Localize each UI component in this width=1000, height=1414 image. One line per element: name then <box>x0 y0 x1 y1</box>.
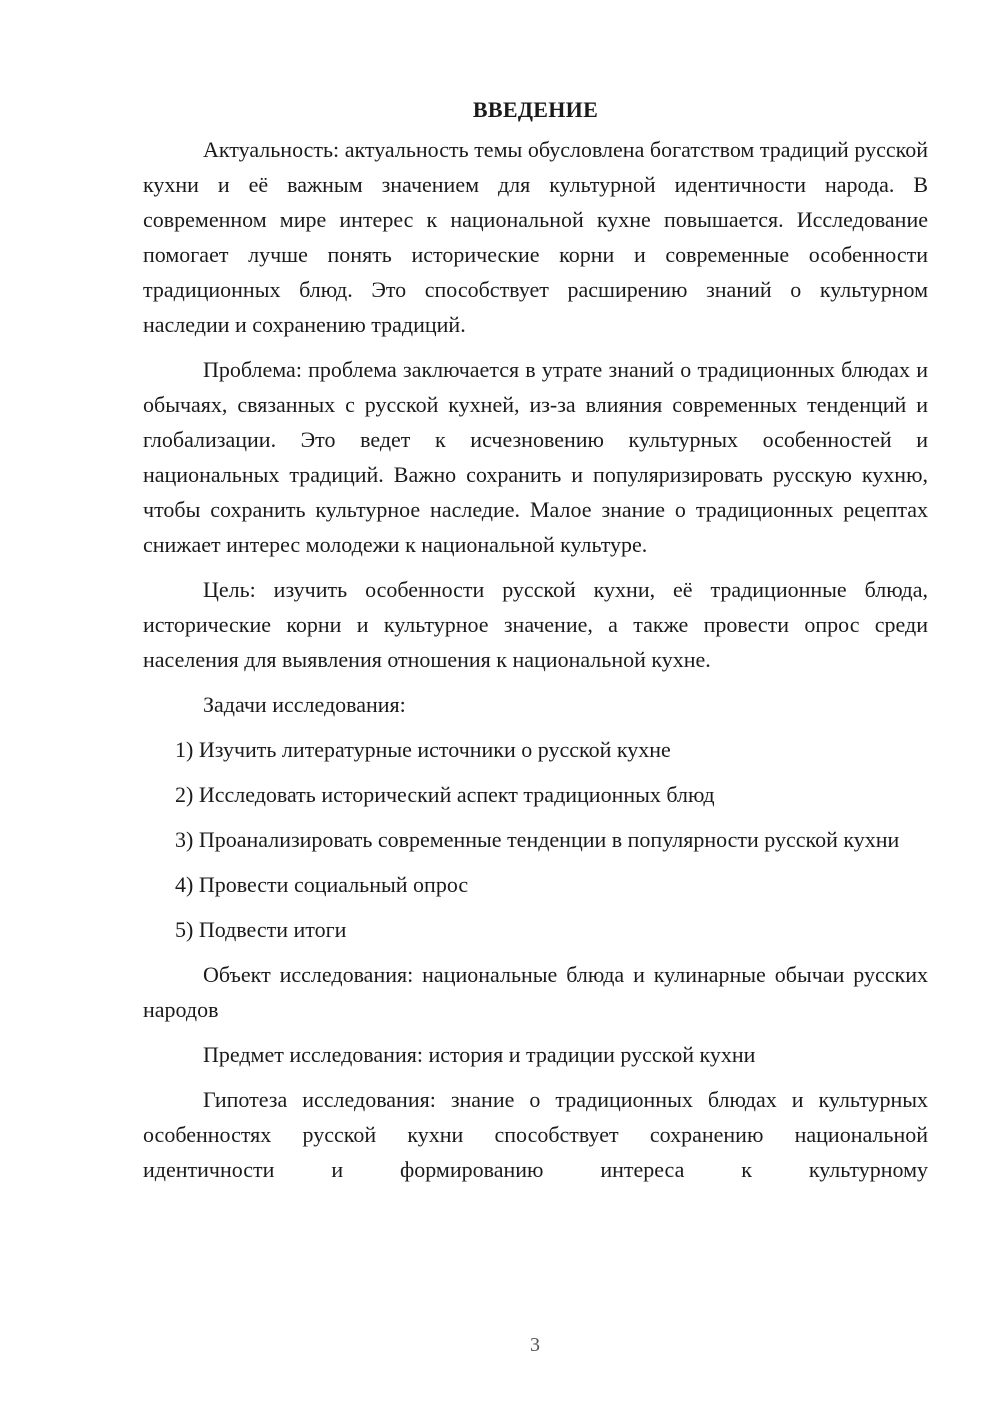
task-item-4: 4) Провести социальный опрос <box>175 872 469 897</box>
task-item-5: 5) Подвести итоги <box>175 917 347 942</box>
task-item-1: 1) Изучить литературные источники о русской кухне <box>175 737 671 762</box>
hypothesis-paragraph: Гипотеза исследования: знание о традиционных блюдах и культурных особенностях русской кухни способствует сохранению национальной идентичности и формированию интереса к культурному <box>143 1087 928 1182</box>
relevance-paragraph: Актуальность: актуальность темы обусловлена богатством традиций русской кухни и её важным значением для культурной идентичности народа. В современном мире интерес к национальной кухне повышается. Исследование помогает лучше понять исторические корни и современные особенности традиционных блюд. Это способствует расширению знаний о культурном наследии и сохранению традиций. <box>143 137 928 337</box>
subject-paragraph: Предмет исследования: история и традиции русской кухни <box>203 1042 756 1067</box>
page-number: 3 <box>530 1334 540 1356</box>
goal-paragraph: Цель: изучить особенности русской кухни, её традиционные блюда, исторические корни и культурное значение, а также провести опрос среди населения для выявления отношения к национальной кухне. <box>143 577 928 672</box>
object-paragraph: Объект исследования: национальные блюда и кулинарные обычаи русских народов <box>143 962 928 1022</box>
task-item-3: 3) Проанализировать современные тенденции в популярности русской кухни <box>175 827 900 852</box>
page-title: ВВЕДЕНИЕ <box>472 97 599 122</box>
page-content <box>143 96 928 1197</box>
tasks-heading: Задачи исследования: <box>203 692 406 717</box>
task-item-2: 2) Исследовать исторический аспект традиционных блюд <box>175 782 715 807</box>
problem-paragraph: Проблема: проблема заключается в утрате знаний о традиционных блюдах и обычаях, связанных с русской кухней, из-за влияния современных тенденций и глобализации. Это ведет к исчезновению культурных особенностей и национальных традиций. Важно сохранить и популяризировать русскую кухню, чтобы сохранить культурное наследие. Малое знание о традиционных рецептах снижает интерес молодежи к национальной культуре. <box>143 357 928 557</box>
